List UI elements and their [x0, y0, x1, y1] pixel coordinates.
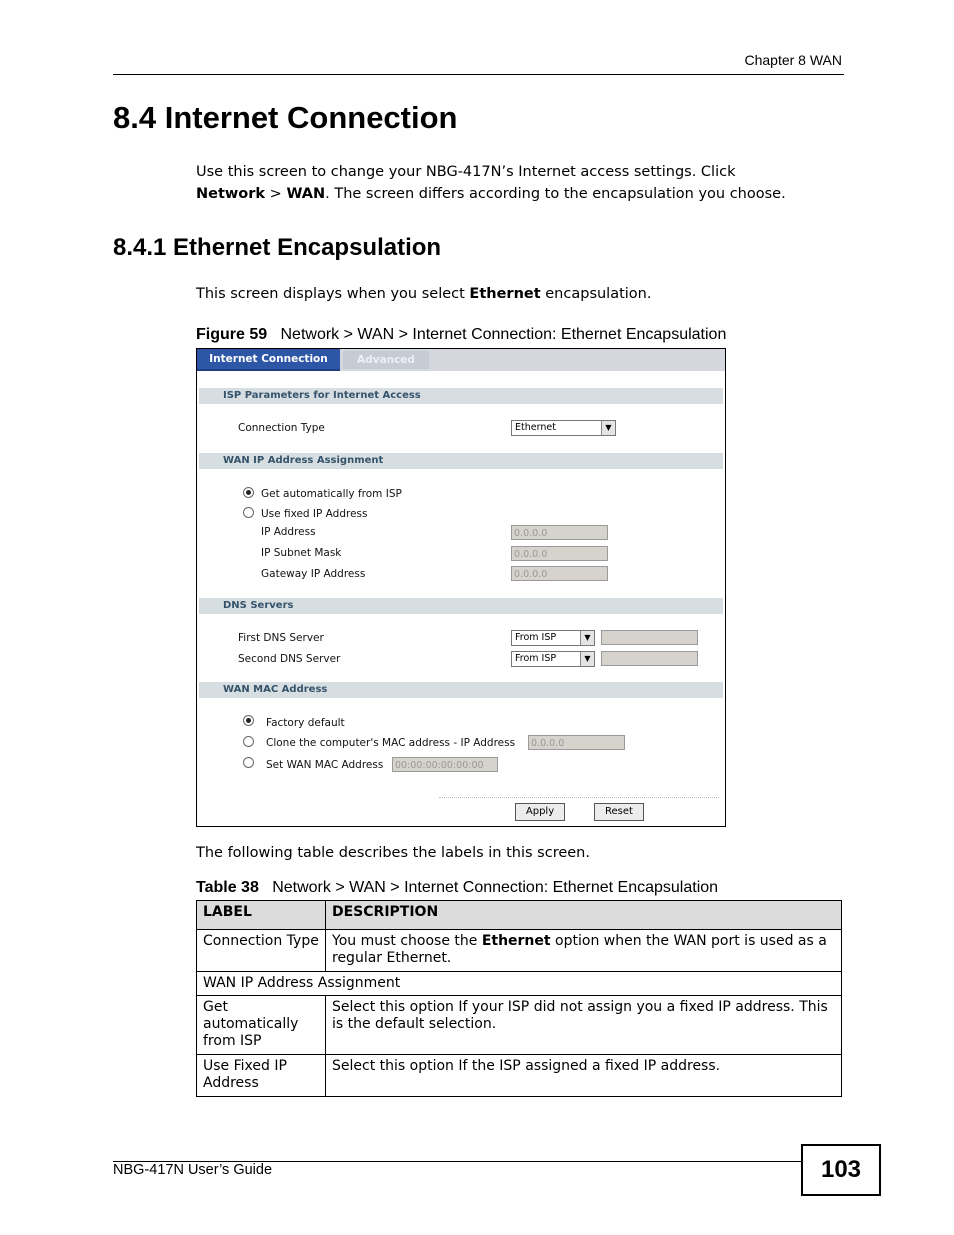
clone-ip-field[interactable]: 0.0.0.0 [528, 735, 625, 750]
connection-type-label: Connection Type [238, 422, 325, 434]
sub-intro-post: encapsulation. [540, 286, 652, 302]
table-header-row [197, 901, 842, 930]
tab-bar [197, 349, 725, 371]
sub-intro-pre: This screen displays when you select [196, 286, 470, 302]
row-label: Connection Type [197, 930, 326, 972]
second-dns-field[interactable] [601, 651, 698, 666]
first-dns-value: From ISP [515, 632, 557, 643]
reset-button[interactable]: Reset [594, 803, 644, 821]
connection-type-select[interactable] [511, 420, 616, 436]
desc-pre: You must choose the [332, 933, 482, 949]
radio-factory-default[interactable] [243, 715, 254, 726]
set-mac-field[interactable]: 00:00:00:00:00:00 [392, 757, 498, 772]
second-dns-select[interactable] [511, 651, 595, 667]
header-description: DESCRIPTION [326, 901, 842, 930]
factory-default-label: Factory default [266, 717, 345, 729]
section-isp-parameters: ISP Parameters for Internet Access [199, 388, 723, 404]
page-number: 103 [801, 1144, 881, 1196]
subnet-mask-field[interactable]: 0.0.0.0 [511, 546, 608, 561]
section-title: 8.4 Internet Connection [113, 100, 458, 135]
ip-address-label: IP Address [261, 526, 316, 538]
chevron-down-icon: ▼ [580, 652, 594, 666]
wan-screenshot [196, 348, 726, 827]
radio-set-mac[interactable] [243, 757, 254, 768]
button-divider [439, 797, 719, 798]
row-description: Select this option If the ISP assigned a fixed IP address. [326, 1055, 842, 1097]
table-intro: The following table describes the labels in this screen. [196, 845, 590, 861]
second-dns-label: Second DNS Server [238, 653, 341, 665]
footer-guide: NBG-417N User’s Guide [113, 1162, 273, 1178]
desc-bold: Ethernet [481, 933, 551, 949]
table-row [197, 1055, 842, 1097]
clone-mac-label: Clone the computer's MAC address - IP Address [266, 737, 516, 749]
intro-rest: . The screen differs according to the encapsulation you choose. [325, 186, 786, 202]
chevron-down-icon: ▼ [580, 631, 594, 645]
radio-clone-mac[interactable] [243, 736, 254, 747]
apply-button[interactable]: Apply [515, 803, 565, 821]
intro-line-2 [196, 183, 846, 205]
figure-caption [196, 326, 726, 344]
radio-use-fixed-ip[interactable] [243, 507, 254, 518]
table-number: Table 38 [196, 879, 259, 896]
tab-advanced[interactable]: Advanced [343, 351, 429, 369]
chevron-down-icon: ▼ [601, 421, 615, 435]
bold-wan: WAN [286, 186, 326, 202]
section-wan-mac: WAN MAC Address [199, 682, 723, 698]
desc-post: option when the WAN port is used as a regular Ethernet. [332, 933, 827, 966]
row-section-label: WAN IP Address Assignment [197, 972, 842, 996]
table-row [197, 930, 842, 972]
radio-get-automatically[interactable] [243, 487, 254, 498]
first-dns-label: First DNS Server [238, 632, 324, 644]
sub-intro-bold: Ethernet [469, 286, 541, 302]
set-mac-label: Set WAN MAC Address [266, 759, 384, 771]
ip-address-field[interactable]: 0.0.0.0 [511, 525, 608, 540]
label-description-table [196, 900, 842, 1097]
section-wan-ip-assignment: WAN IP Address Assignment [199, 453, 723, 469]
second-dns-value: From ISP [515, 653, 557, 664]
section-intro [196, 161, 846, 205]
bold-network: Network [196, 186, 266, 202]
intro-line-1: Use this screen to change your NBG-417N’s Internet access settings. Click [196, 164, 736, 180]
row-label: Get automatically from ISP [197, 996, 326, 1055]
row-description: Select this option If your ISP did not assign you a fixed IP address. This is the default selection. [326, 996, 842, 1055]
use-fixed-ip-label: Use fixed IP Address [261, 508, 368, 520]
figure-number: Figure 59 [196, 326, 268, 343]
chapter-header: Chapter 8 WAN [744, 52, 842, 68]
header-rule [113, 74, 844, 75]
intro-sep: > [265, 186, 287, 202]
header-label: LABEL [197, 901, 326, 930]
section-dns-servers: DNS Servers [199, 598, 723, 614]
first-dns-field[interactable] [601, 630, 698, 645]
subnet-mask-label: IP Subnet Mask [261, 547, 342, 559]
subsection-intro [196, 283, 651, 305]
gateway-label: Gateway IP Address [261, 568, 366, 580]
row-description [326, 930, 842, 972]
figure-caption-text: Network > WAN > Internet Connection: Ethernet Encapsulation [280, 326, 727, 343]
tab-internet-connection[interactable]: Internet Connection [197, 349, 340, 371]
table-row [197, 972, 842, 996]
subsection-title: 8.4.1 Ethernet Encapsulation [113, 234, 442, 261]
first-dns-select[interactable] [511, 630, 595, 646]
get-automatically-label: Get automatically from ISP [261, 488, 402, 500]
table-caption [196, 879, 718, 897]
table-caption-text: Network > WAN > Internet Connection: Ethernet Encapsulation [272, 879, 719, 896]
row-label: Use Fixed IP Address [197, 1055, 326, 1097]
connection-type-value: Ethernet [515, 422, 556, 433]
gateway-field[interactable]: 0.0.0.0 [511, 566, 608, 581]
table-row [197, 996, 842, 1055]
